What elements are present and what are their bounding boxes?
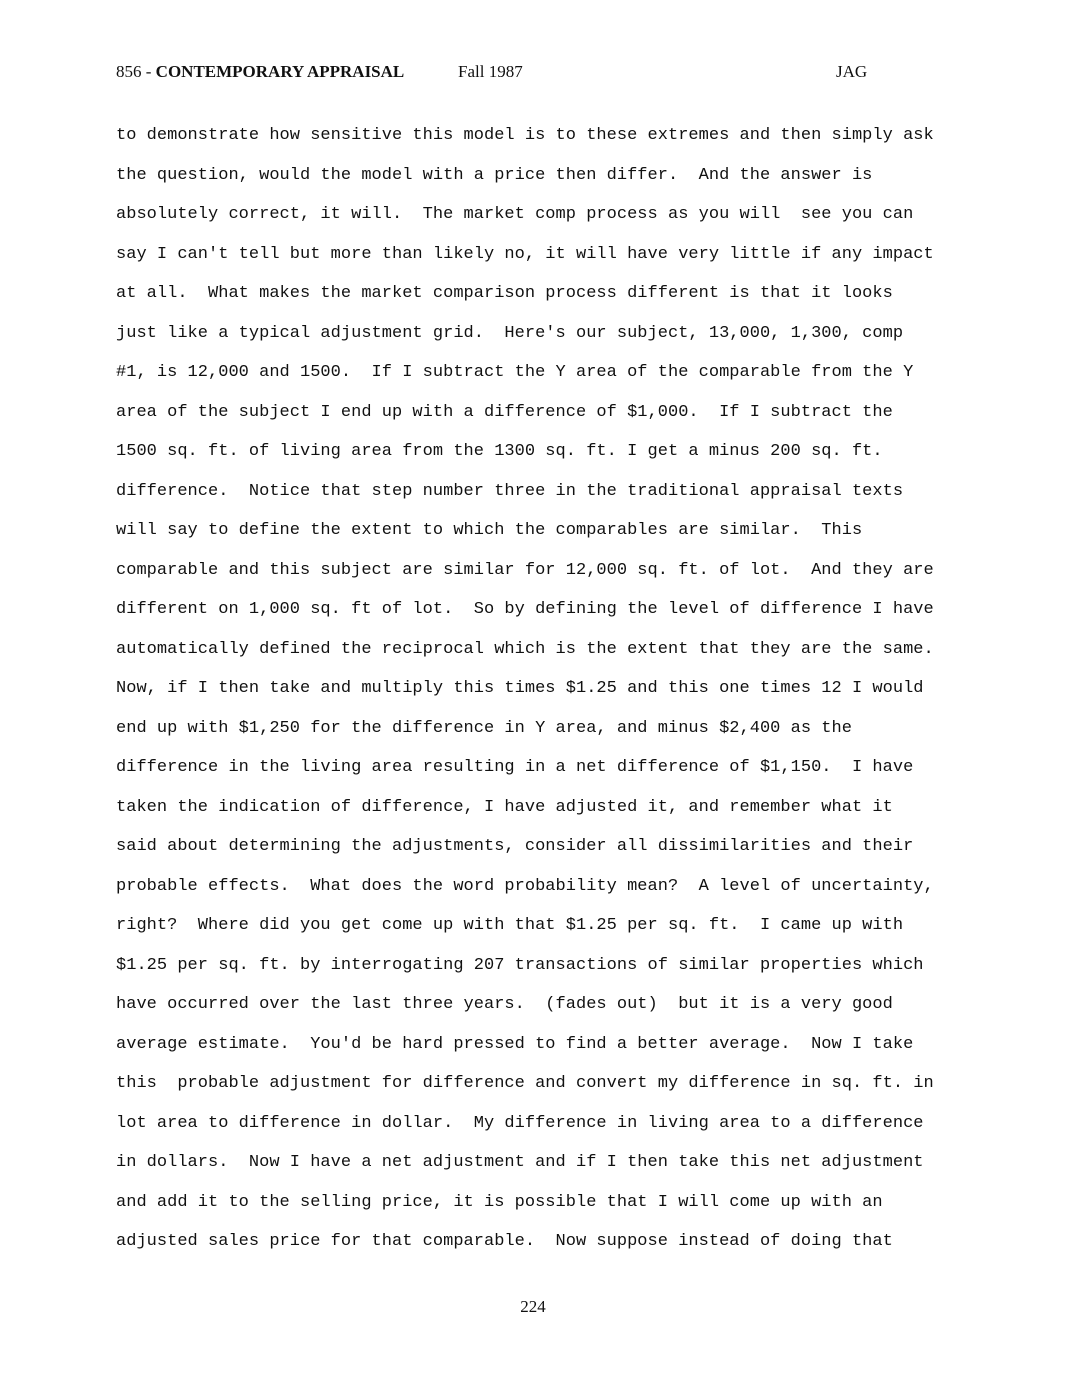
course-title: CONTEMPORARY APPRAISAL [155, 62, 405, 81]
text-line: #1, is 12,000 and 1500. If I subtract the Y area of the comparable from the Y [116, 363, 914, 382]
text-line: will say to define the extent to which the comparables are similar. This [116, 521, 863, 540]
transcript-body [116, 124, 976, 1270]
course-number: 856 - [116, 62, 156, 81]
text-line: this probable adjustment for difference and convert my difference in sq. ft. in [116, 1074, 934, 1093]
text-line: automatically defined the reciprocal which is the extent that they are the same. [116, 639, 934, 659]
text-line: adjusted sales price for that comparable. Now suppose instead of doing that [116, 1232, 893, 1251]
term-label: Fall 1987 [458, 62, 523, 81]
text-line: and add it to the selling price, it is possible that I will come up with an [116, 1192, 883, 1212]
text-line: to demonstrate how sensitive this model is to these extremes and then simply ask [116, 126, 934, 145]
text-line: difference. Notice that step number three in the traditional appraisal texts [116, 481, 904, 501]
page-number: 224 [520, 1297, 546, 1316]
text-line: lot area to difference in dollar. My difference in living area to a difference [116, 1113, 924, 1133]
text-line: Now, if I then take and multiply this times $1.25 and this one times 12 I would [116, 679, 924, 698]
text-line: end up with $1,250 for the difference in Y area, and minus $2,400 as the [116, 718, 852, 738]
text-line: average estimate. You'd be hard pressed to find a better average. Now I take [116, 1034, 914, 1054]
text-line: said about determining the adjustments, consider all dissimilarities and their [116, 837, 914, 856]
text-line: right? Where did you get come up with that $1.25 per sq. ft. I came up with [116, 916, 904, 935]
text-line: at all. What makes the market comparison process different is that it looks [116, 284, 893, 303]
text-line: difference in the living area resulting in a net difference of $1,150. I have [116, 758, 914, 777]
text-line: have occurred over the last three years. (fades out) but it is a very good [116, 995, 893, 1014]
page-header [0, 62, 1066, 86]
text-line: absolutely correct, it will. The market comp process as you will see you can [116, 205, 914, 224]
text-line: taken the indication of difference, I have adjusted it, and remember what it [116, 797, 893, 817]
text-line: comparable and this subject are similar for 12,000 sq. ft. of lot. And they are [116, 560, 934, 580]
text-line: area of the subject I end up with a difference of $1,000. If I subtract the [116, 402, 893, 422]
text-line: 1500 sq. ft. of living area from the 1300 sq. ft. I get a minus 200 sq. ft. [116, 442, 883, 461]
text-line: probable effects. What does the word probability mean? A level of uncertainty, [116, 876, 934, 896]
text-line: $1.25 per sq. ft. by interrogating 207 transactions of similar properties which [116, 955, 924, 975]
text-line: in dollars. Now I have a net adjustment and if I then take this net adjustment [116, 1153, 924, 1172]
course-heading [116, 62, 404, 82]
text-line: the question, would the model with a price then differ. And the answer is [116, 165, 873, 185]
text-line: say I can't tell but more than likely no, it will have very little if any impact [116, 244, 934, 264]
author-initials: JAG [836, 62, 868, 81]
text-line: just like a typical adjustment grid. Here's our subject, 13,000, 1,300, comp [116, 323, 904, 343]
text-line: different on 1,000 sq. ft of lot. So by defining the level of difference I have [116, 600, 934, 619]
